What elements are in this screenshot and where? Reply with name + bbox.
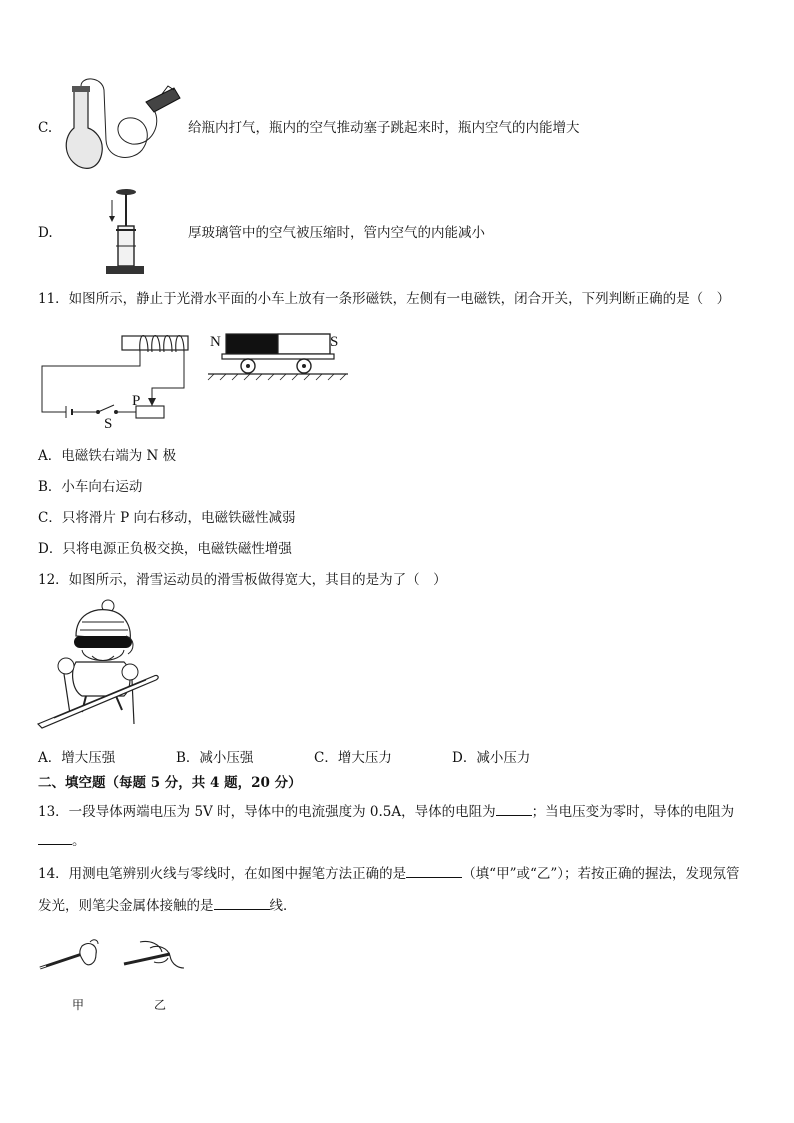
q13-line1 [38,801,734,822]
q11-option-b: B．小车向右运动 [38,479,143,495]
q11-option-c: C．只将滑片 P 向右移动，电磁铁磁性减弱 [38,510,296,526]
magnet-n-label: N [210,334,221,350]
q14-line2-text-a: 发光，则笔尖金属体接触的是 [38,898,214,914]
q13-line2 [38,830,86,851]
q14-line2-text-b: 线． [269,898,297,914]
q14-blank-1[interactable] [406,863,462,878]
q14-blank-2[interactable] [214,895,270,910]
q12-option-c: C．增大压力 [314,750,392,766]
q14-line1-text-b: （填“甲”或“乙”）；若按正确的握法，发现氖管 [462,866,740,882]
q10-option-c-text: 给瓶内打气，瓶内的空气推动塞子跳起来时，瓶内空气的内能增大 [188,120,580,136]
q13-blank-1[interactable] [496,801,532,816]
q14-line2 [38,895,297,916]
q11-option-a: A．电磁铁右端为 N 极 [38,448,177,464]
q12-option-b: B．减小压强 [176,750,254,766]
q13-line1-text-a: 13．一段导体两端电压为 5V 时，导体中的电流强度为 0.5A，导体的电阻为 [38,804,496,820]
q12-option-a: A．增大压强 [38,750,116,766]
q11-option-d: D．只将电源正负极交换，电磁铁磁性增强 [38,541,292,557]
q10-option-d-text: 厚玻璃管中的空气被压缩时，管内空气的内能减小 [188,225,485,241]
flask-pump-figure [62,80,182,180]
q10-option-d-letter: D. [38,225,53,241]
test-pen-grip-right-figure [120,938,186,974]
q14-line1 [38,863,740,884]
test-pen-grip-left-figure [38,938,102,974]
label-yi: 乙 [154,998,167,1012]
skier-figure [36,600,160,730]
q14-line1-text-a: 14．用测电笔辨别火线与零线时，在如图中握笔方法正确的是 [38,866,407,882]
q12-stem: 12．如图所示，滑雪运动员的滑雪板做得宽大，其目的是为了（ ） [38,572,447,588]
q12-option-d: D．减小压力 [452,750,531,766]
q11-stem: 11．如图所示，静止于光滑水平面的小车上放有一条形磁铁，左侧有一电磁铁，闭合开关，下列判断正确的是（ ） [38,291,731,307]
compression-tube-figure [104,186,144,276]
slider-p-label: P [132,393,141,409]
magnet-s-label: S [330,334,339,350]
q13-line2-end: 。 [72,833,86,849]
q10-option-c-letter: C. [38,120,53,136]
label-jia: 甲 [72,998,85,1012]
q13-line1-text-b: ；当电压变为零时，导体的电阻为 [531,804,735,820]
electromagnet-circuit-figure [38,326,358,436]
section-2-heading: 二、填空题（每题 5 分，共 4 题，20 分） [38,775,302,791]
switch-s-label: S [104,416,113,432]
q13-blank-2[interactable] [38,830,72,845]
